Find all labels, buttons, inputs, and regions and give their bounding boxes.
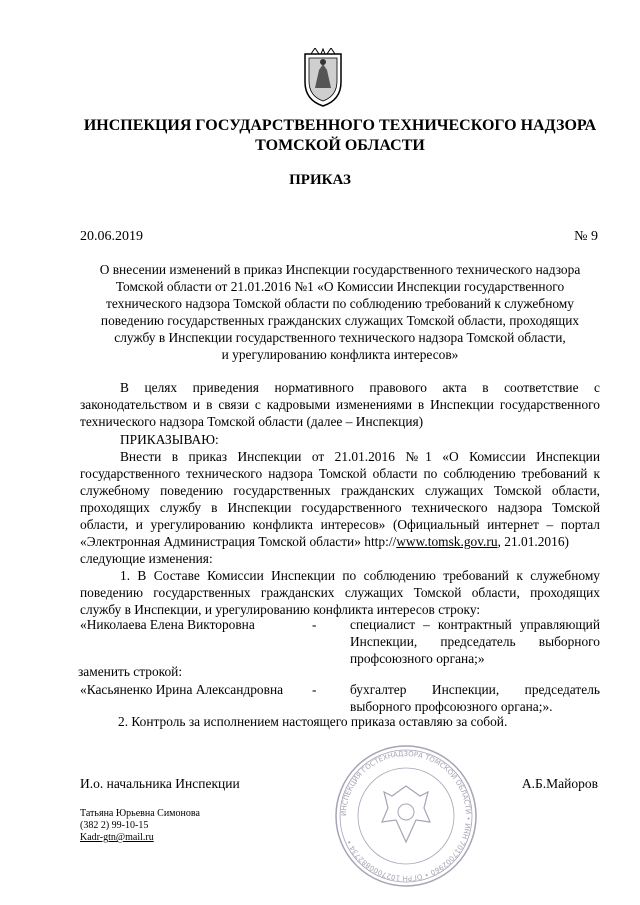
old-member-row [80, 616, 600, 668]
agency-name [40, 116, 640, 156]
document-date: 20.06.2019 [80, 229, 143, 244]
amendment-paragraph [80, 448, 600, 551]
subject-line: и урегулированию конфликта интересов» [221, 347, 459, 362]
item-2-paragraph: 2. Контроль за исполнением настоящего приказа оставляю за собой. [118, 714, 508, 729]
amendment-text-end: , 21.01.2016) [497, 534, 569, 550]
subject-line: службу в Инспекции государственного технического надзора Томской области, [114, 330, 566, 345]
document-number: № 9 [574, 229, 598, 244]
old-member-name: «Николаева Елена Викторовна [80, 617, 255, 632]
coat-of-arms-emblem [301, 48, 345, 108]
preamble-paragraph: В целях приведения нормативного правового акта в соответствие с законодательством и в связи с кадровыми изменениями в Инспекции государственного технического надзора Томской области (далее – Инспекция) [80, 380, 600, 430]
document-subject [70, 261, 610, 363]
item-1-paragraph: 1. В Составе Комиссии Инспекции по соблюдению требований к служебному поведению государственных гражданских служащих Томской области, проходящих службу в Инспекции, и урегулированию конфликта интересов строку: [80, 568, 600, 618]
signatory-title: И.о. начальника Инспекции [80, 776, 240, 791]
agency-name-line-2: ТОМСКОЙ ОБЛАСТИ [255, 137, 425, 154]
contact-email-link[interactable]: Kadr-gtn@mail.ru [80, 832, 154, 843]
contact-email [80, 832, 154, 844]
subject-line: Томской области от 21.01.2016 №1 «О Комиссии Инспекции государственного [115, 279, 565, 294]
new-member-description: бухгалтер Инспекции, председатель выборного профсоюзного органа;». [350, 682, 600, 714]
following-changes: следующие изменения: [80, 551, 213, 566]
official-seal-stamp [322, 742, 490, 890]
decree-word: ПРИКАЗЫВАЮ: [120, 432, 219, 447]
document-type: ПРИКАЗ [289, 172, 351, 188]
old-member-dash: - [312, 617, 317, 632]
old-member-description: специалист – контрактный управляющий Инспекции, председатель выборного профсоюзного органа;» [350, 617, 600, 666]
subject-line: О внесении изменений в приказ Инспекции государственного технического надзора [99, 262, 581, 277]
svg-text:ИНСПЕКЦИЯ ГОСТЕХНАДЗОРА ТОМСКО: ИНСПЕКЦИЯ ГОСТЕХНАДЗОРА ТОМСКОЙ ОБЛАСТИ • ИНН 7017002960 • ОГРН 1027000882734 • [339, 749, 473, 883]
new-member-row [80, 681, 600, 717]
portal-link[interactable]: www.tomsk.gov.ru [396, 534, 498, 550]
agency-name-line-1: ИНСПЕКЦИЯ ГОСУДАРСТВЕННОГО ТЕХНИЧЕСКОГО НАДЗОРА [83, 117, 597, 134]
new-member-dash: - [312, 682, 317, 697]
replace-with-label: заменить строкой: [78, 664, 183, 679]
contact-phone: (382 2) 99-10-15 [80, 820, 149, 831]
new-member-name: «Касьяненко Ирина Александровна [80, 682, 284, 697]
contact-person: Татьяна Юрьевна Симонова [80, 808, 200, 819]
subject-line: технического надзора Томской области по соблюдению требований к служебному [106, 296, 574, 311]
signatory-name: А.Б.Майоров [521, 776, 598, 791]
subject-line: поведению государственных гражданских служащих Томской области, проходящих [100, 313, 580, 328]
amendment-text: Внести в приказ Инспекции от 21.01.2016 №1 «О Комиссии Инспекции государственного технического надзора Томской области по соблюдению требований к служебному поведению государственных гражданских служащих Томской области, проходящих службу в Инспекции государственного технического надзора Томской области, и урегулированию конфликта интересов» (Официальный интернет – портал «Электронная Администрация Томской области» http:// [80, 449, 600, 550]
